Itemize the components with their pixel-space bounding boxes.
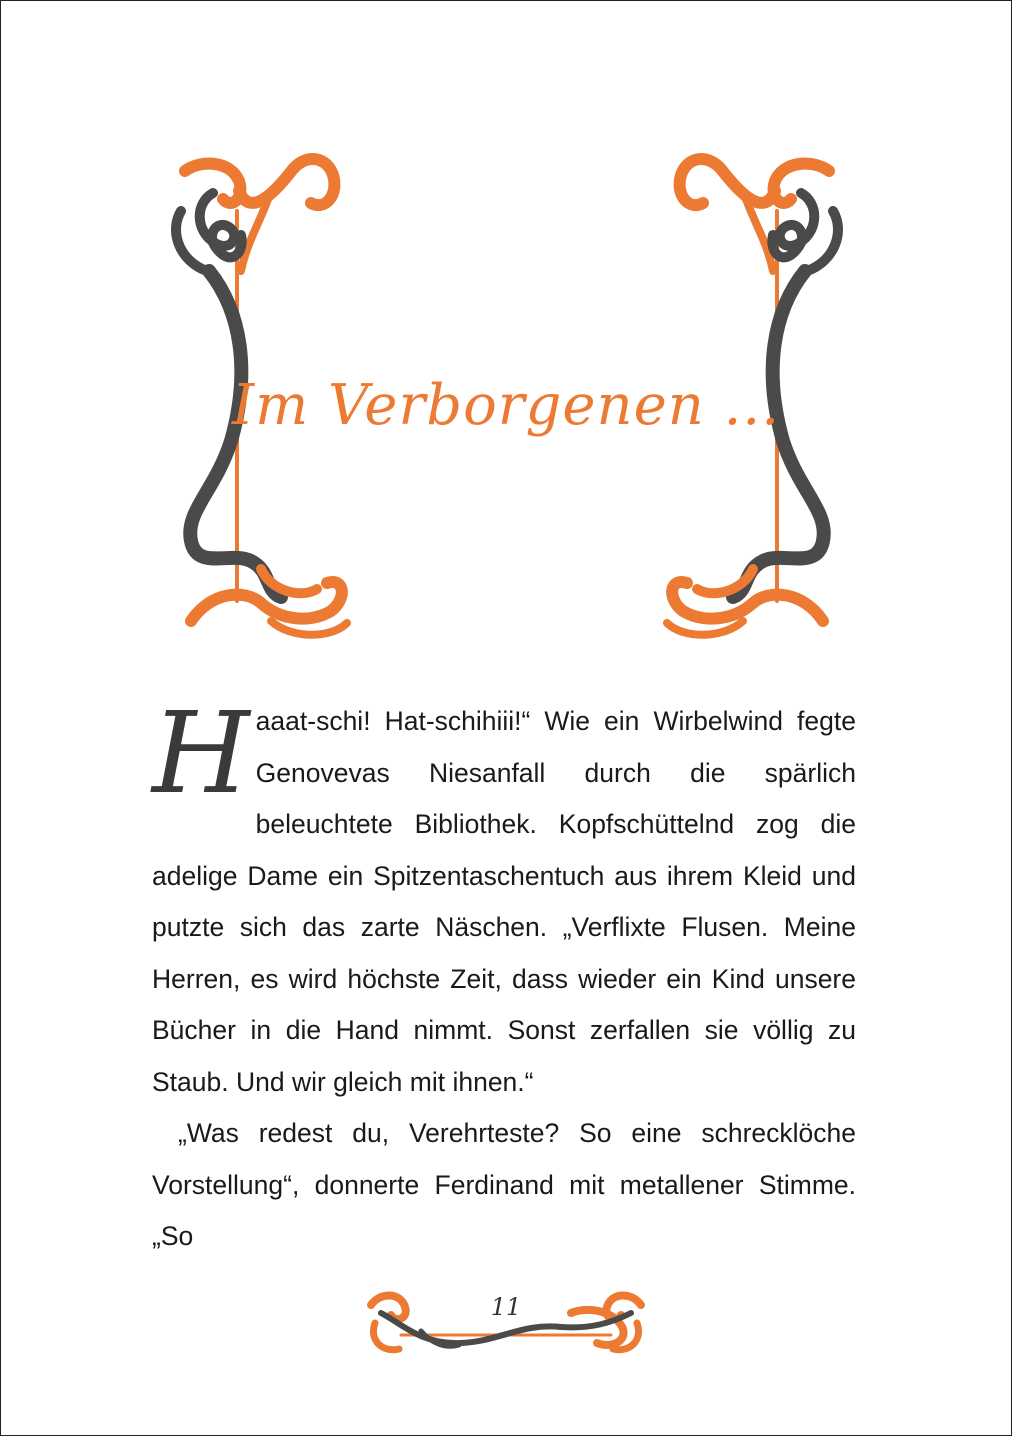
paragraph: „Was redest du, Verehrteste? So eine schrecklöche Vorstellung“, donnerte Ferdinand mit metallener Stimme. „So (152, 1118, 856, 1251)
drop-cap: H (152, 689, 250, 819)
paragraph (152, 689, 856, 1108)
body-text (152, 689, 856, 1263)
chapter-title: Im Verborgenen ... (231, 373, 781, 438)
page-number: 11 (490, 1293, 522, 1321)
paragraph-text: aaat-schi! Hat-schihiii!“ Wie ein Wirbelwind fegte Genovevas Niesanfall durch die spärlich beleuchtete Bibliothek. Kopfschüttelnd zog die adelige Dame ein Spitzentaschentuch aus ihrem Kleid und putzte sich das zarte Näschen. „Verflixte Flusen. Meine Herren, es wird höchste Zeit, dass wieder ein Kind unsere Bücher in die Hand nimmt. Sonst zerfallen sie völlig zu Staub. Und wir gleich mit ihnen.“ (152, 706, 856, 1097)
